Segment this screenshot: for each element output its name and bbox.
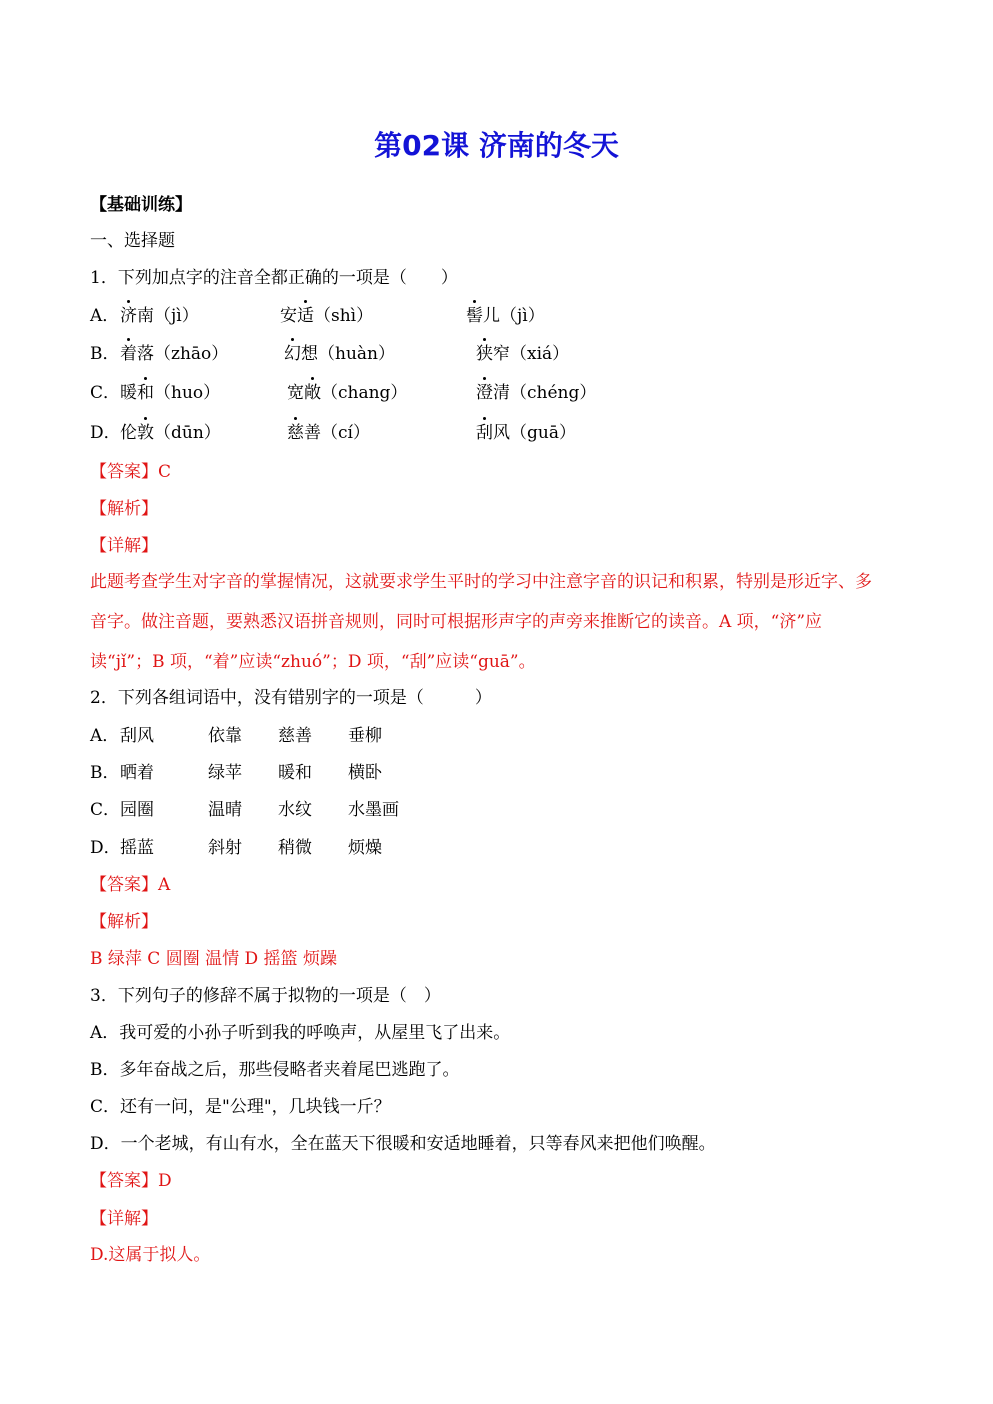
dotted-char: 适 [297,306,314,326]
option-word: 刮风 [120,726,154,746]
option-word: 温晴 [208,800,242,820]
q1-stem: 1．下列加点字的注音全都正确的一项是（ ） [90,268,458,288]
option-item: 狭窄（xiá） [476,344,570,364]
q3-answer: 【答案】D [90,1171,172,1191]
option-word: 水纹 [278,800,312,820]
q1-answer: 【答案】C [90,462,172,482]
q2-stem: 2．下列各组词语中，没有错别字的一项是（ ） [90,688,492,708]
page-title: 第02课 济南的冬天 [374,129,619,162]
dotted-char: 慈 [287,423,304,443]
q1-detail-label: 【详解】 [90,536,158,556]
option-item: 安适（shì） [280,306,374,326]
option-word: 晒着 [120,763,154,783]
q3-option-c: C．还有一问，是"公理"，几块钱一斤？ [90,1097,391,1117]
q3-option-b: B．多年奋战之后，那些侵略者夹着尾巴逃跑了。 [90,1060,460,1080]
q3-stem: 3．下列句子的修辞不属于拟物的一项是（ ） [90,986,441,1006]
option-word: 垂柳 [348,726,382,746]
dotted-char: 着 [120,344,137,364]
paragraph-line: 读“jǐ”；B 项，“着”应读“zhuó”；D 项，“刮”应读“guā”。 [90,652,536,672]
option-item: 宽敞（chang） [287,383,408,403]
option-word: 烦燥 [348,838,382,858]
option-item: 澄清（chéng） [476,383,597,403]
option-word: 稍微 [278,838,312,858]
option-item: 髻儿（jì） [466,306,545,326]
option-letter: B． [90,344,120,364]
dotted-char: 髻 [466,306,483,326]
option-word: 水墨画 [348,800,399,820]
option-letter: A． [90,726,120,746]
option-word: 依靠 [208,726,242,746]
option-letter: C． [90,383,121,403]
q3-option-a: A．我可爱的小孙子听到我的呼唤声，从屋里飞了出来。 [90,1023,511,1043]
q1-analysis-label: 【解析】 [90,499,158,519]
option-item: 济南（jì） [120,306,199,326]
option-word: 绿苹 [208,763,242,783]
dotted-char: 敞 [304,383,321,403]
option-item: 暖和（huo） [120,383,221,403]
q3-option-d: D．一个老城，有山有水，全在蓝天下很暖和安适地睡着，只等春风来把他们唤醒。 [90,1134,716,1154]
option-word: 慈善 [278,726,312,746]
q2-analysis-text: B 绿萍 C 圆圈 温情 D 摇篮 烦躁 [90,949,337,969]
dotted-char: 刮 [476,423,493,443]
paragraph-line: 此题考查学生对字音的掌握情况，这就要求学生平时的学习中注意字音的识记和积累，特别是形近字、多 [90,572,872,592]
dotted-char: 澄 [476,383,493,403]
option-word: 园圈 [120,800,154,820]
paragraph-line: 音字。做注音题，要熟悉汉语拼音规则，同时可根据形声字的声旁来推断它的读音。A 项，“济”应 [90,612,823,632]
option-item: 着落（zhāo） [120,344,229,364]
dotted-char: 幻 [284,344,301,364]
option-word: 摇蓝 [120,838,154,858]
dotted-char: 和 [137,383,154,403]
dotted-char: 敦 [137,423,154,443]
option-letter: D． [90,423,121,443]
q3-detail-label: 【详解】 [90,1209,158,1229]
option-word: 暖和 [278,763,312,783]
section-heading: 【基础训练】 [90,195,192,215]
q3-detail-text: D.这属于拟人。 [90,1245,211,1265]
option-letter: D． [90,838,121,858]
option-item: 刮风（guā） [476,423,576,443]
q2-answer: 【答案】A [90,875,171,895]
option-word: 横卧 [348,763,382,783]
part-heading: 一、选择题 [90,231,175,251]
option-letter: A． [90,306,120,326]
dotted-char: 济 [120,306,137,326]
option-item: 伦敦（dūn） [120,423,221,443]
option-letter: B． [90,763,120,783]
dotted-char: 狭 [476,344,493,364]
option-item: 慈善（cí） [287,423,370,443]
option-letter: C． [90,800,121,820]
option-item: 幻想（huàn） [284,344,395,364]
q2-analysis-label: 【解析】 [90,912,158,932]
option-word: 斜射 [208,838,242,858]
